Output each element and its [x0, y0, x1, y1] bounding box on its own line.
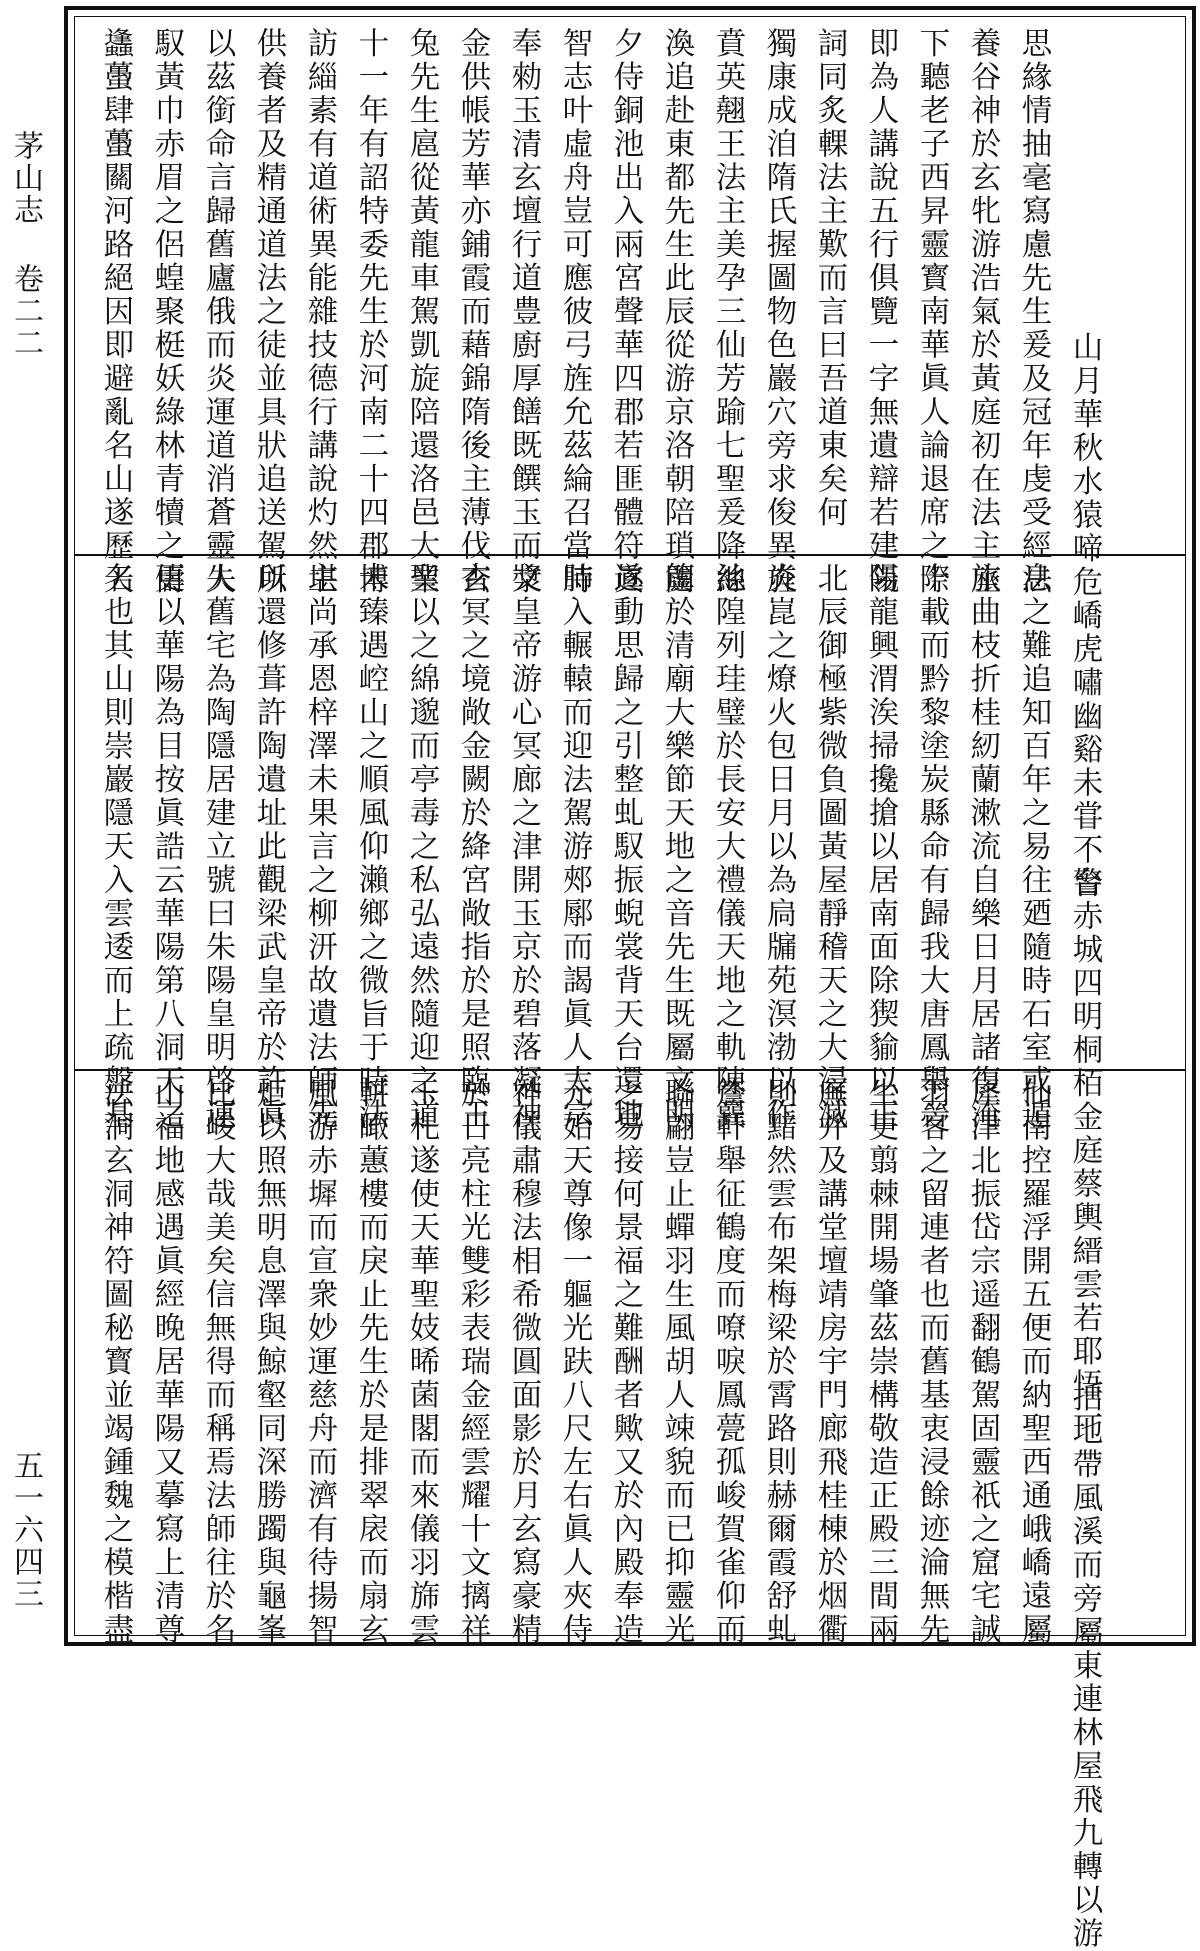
text-column: 馭黃巾赤眉之侶蝗聚梃妖綠林青犢之儔: [149, 27, 184, 597]
text-column: 文皇帝游心冥廊之津開玉京於碧落凝神: [506, 562, 541, 1132]
text-column: 於日亮柱光雙彩表瑞金經雲耀十文摛祥: [455, 1077, 490, 1647]
text-column: 十一年有詔特委先生於河南二十四郡博: [353, 27, 388, 597]
text-column: 池隍列珪璧於長安大禮儀天地之軌陳簨: [710, 562, 745, 1132]
text-column: 即為人講說五行俱覽一字無遺辯若建瓴: [863, 27, 898, 597]
text-column: 以茲銜命言歸舊廬俄而炎運道消蒼靈失: [200, 27, 235, 597]
register-divider: [75, 554, 1185, 556]
text-column: 以還修葺許陶遺址此觀梁武皇帝於許眞: [251, 562, 286, 1132]
text-column: 思緣情抽毫寫慮先生爰及冠年虔受經法: [1016, 27, 1051, 597]
text-column: 訪緇素有道術異能雜技德行講說灼然堪: [302, 27, 337, 597]
text-column: 山福地感遇眞經晚居華陽又摹寫上清尊: [149, 1077, 184, 1647]
text-column: 旅曲枝折桂紉蘭漱流自樂日月居諸復淹: [965, 562, 1000, 1132]
text-column: 炎崑之燎火包日月以為扃牖苑溟渤以作: [761, 562, 796, 1132]
text-column: 羽客之留連者也而舊基衷浸餘迹淪無先: [914, 1077, 949, 1647]
register-bottom: [75, 1077, 1185, 1951]
text-column: 獨康成洎隋氏握圖物色巖穴旁求俊異旌: [761, 27, 796, 597]
text-column: 養谷神於玄牝游浩氣於黃庭初在法主座: [965, 27, 1000, 597]
page-frame-inner: [74, 16, 1186, 1951]
text-column: 未臻遇崆山之順風仰瀨鄉之微旨于時法: [353, 562, 388, 1132]
text-column: 台赤城四明桐栢金庭蔡輿縉雲若耶悟一: [1067, 866, 1102, 1436]
text-column: 十載而黔黎塗炭縣命有歸我大唐鳳舉晉: [914, 562, 949, 1132]
text-block-bottom: [39, 1077, 1161, 1951]
text-column: 聖以之綿邈而亭毒之私弘遠然隨迎之道: [404, 562, 439, 1132]
text-column: 廡并及講堂壇靖房宇門廊飛桂棟於烟衢: [812, 1077, 847, 1647]
text-column: 渙追赴東都先生此辰從游京洛朝陪瑣闥: [659, 27, 694, 597]
text-column: 山月華秋水猿啼危嶠虎嘯幽谿未甞不警: [1067, 331, 1102, 901]
text-column: 簷軒舉征鶴度而嘹唳鳳甍孤峻賀雀仰而: [710, 1077, 745, 1647]
running-head: 茅山志 卷二二: [8, 130, 43, 359]
text-column: 神儀肅穆法相希微圓面影於月玄寫豪精: [506, 1077, 541, 1647]
text-column: 玉札遂使天華聖妓晞菌閣而來儀羽旆雲: [404, 1077, 439, 1647]
text-column: 遂動思歸之引整虬馭振蜺裳背天台還地: [608, 562, 643, 1132]
text-column: 北辰御極紫微負圖黃屋靜稽天之大浸滅: [812, 562, 847, 1132]
text-column: 輧瞰蕙樓而戾止先生於是排翠扆而扇玄: [353, 1077, 388, 1647]
text-column: 主尚承恩梓澤未果言之柳汧故遺法師先: [302, 562, 337, 1132]
text-column: 則黯然雲布架梅梁於霄路則赫爾霞舒虬: [761, 1077, 796, 1647]
text-column: 人舊宅為陶隱居建立號曰朱陽皇明啓運: [200, 562, 235, 1132]
text-column: 陽龍興渭涘掃攙搶以居南面除猰貐以正: [863, 562, 898, 1132]
text-column: 炬以照無明息澤與鯨壑同深勝躅與龜峯: [251, 1077, 286, 1647]
text-column: 簴於清廟大樂節天地之音先生既屬文明: [659, 562, 694, 1132]
text-column: 詞同炙輠法主歎而言曰吾道東矣何: [812, 27, 847, 530]
text-column: 夕侍銅池出入兩宮聲華四郡若匪體符眞: [608, 27, 643, 597]
text-column: 仙南控羅浮開五便而納聖西通峨嶠遠屬: [1016, 1077, 1051, 1647]
page-frame: [64, 6, 1196, 1951]
text-column: 風游赤墀而宣衆妙運慈舟而濟有待揚智: [302, 1077, 337, 1647]
text-column: 下聽老子西昇靈寳南華眞人論退席之際: [914, 27, 949, 597]
text-column: 息之難追知百年之易往廼隨時石室或遁: [1016, 562, 1051, 1132]
text-column: 之易接何景福之難酬者歟又於內殿奉造: [608, 1077, 643, 1647]
text-column: 杳冥之境敞金闕於絳宮敞指於是照臨王: [455, 562, 490, 1132]
text-column: 更以華陽為目按眞誥云華陽第八洞天之: [149, 562, 184, 1132]
text-column: 蠭蠆肆蠆關河路絕因即避亂名山遂歷天: [98, 27, 133, 597]
text-column: 奉勑玉清玄壇行道豊廚厚饍既饌玉而漿: [506, 27, 541, 597]
text-column: 賁英翹王法主美孕三仙芳踰七聖爰降絲: [710, 27, 745, 597]
text-column: 比峻大哉美矣信無得而稱焉法師往於名: [200, 1077, 235, 1647]
text-column: 元始天尊像一軀光趺八尺左右眞人夾侍: [557, 1077, 592, 1647]
text-column: 犀津北振岱宗遥翻鶴駕固靈祇之窟宅誠: [965, 1077, 1000, 1647]
page-number: 五一六四三: [8, 1450, 43, 1610]
register-divider: [75, 1069, 1185, 1071]
text-column: 生更翦棘開場肇茲崇構敬造正殿三間兩: [863, 1077, 898, 1647]
text-column: 名也其山則崇巖隱天入雲逶而上疏盤基: [98, 562, 133, 1132]
text-column: 兔先生扈從黃龍車駕凱旋陪還洛邑大業: [404, 27, 439, 597]
text-column: 聯翩豈止蟬羽生風胡人竦貌而已抑靈光: [659, 1077, 694, 1647]
text-column: 肺入輾轅而迎法駕游郟鄏而謁眞人太宗: [557, 562, 592, 1132]
text-column: 法洞玄洞神符圖秘寳並竭鍾魏之模楷盡: [98, 1077, 133, 1647]
text-column: 金供帳芳華亦鋪霞而藉錦隋後主薄伐玄: [455, 27, 490, 597]
text-column: 智志叶虛舟豈可應彼弓旌允茲綸召當時: [557, 27, 592, 597]
text-column: 供養者及精通道法之徒並具狀追送駕所: [251, 27, 286, 597]
text-column: 括地帶風溪而旁屬東連林屋飛九轉以游: [1067, 1381, 1102, 1951]
